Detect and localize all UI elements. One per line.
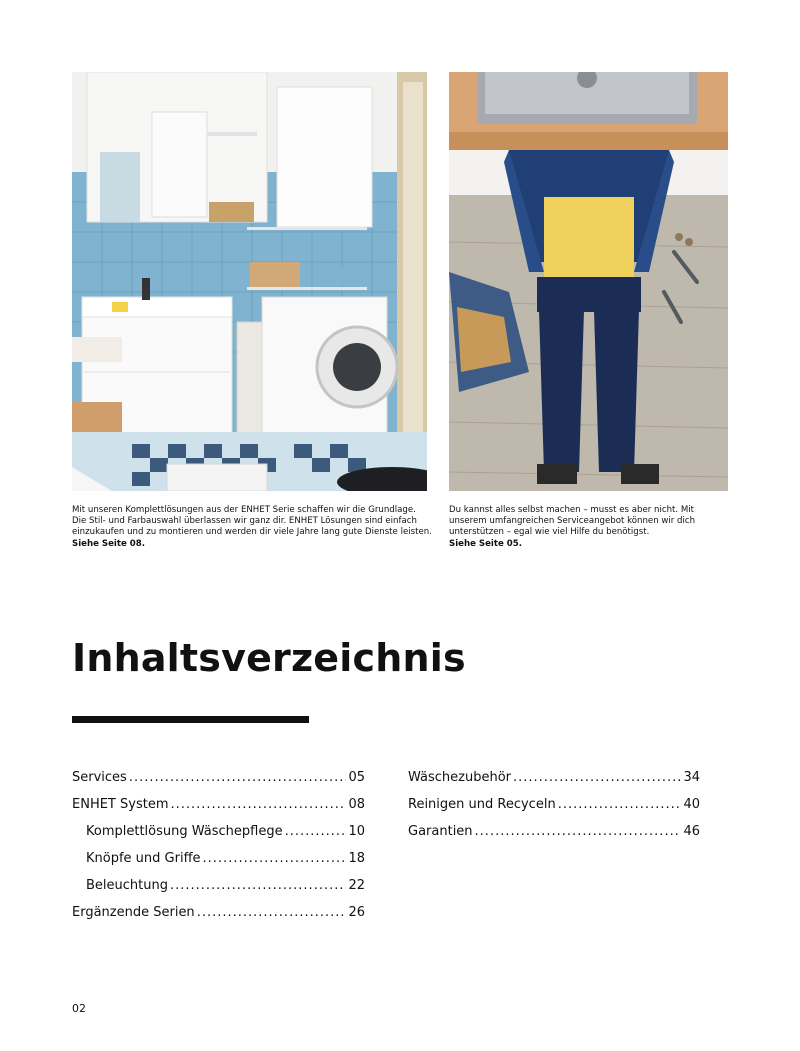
toc-entry[interactable] [72, 770, 365, 797]
toc-leader-dots [285, 824, 347, 839]
toc-leader-dots [203, 851, 347, 866]
toc-entry-page: 46 [683, 824, 700, 839]
toc-leader-dots [129, 770, 347, 785]
caption-left [72, 505, 432, 550]
caption-right [449, 505, 731, 550]
person-under-sink-photo [449, 72, 728, 491]
bathroom-laundry-photo [72, 72, 427, 491]
toc-subentry[interactable] [72, 851, 365, 878]
toc-heading: Inhaltsverzeichnis [72, 636, 466, 680]
toc-entry-label: Knöpfe und Griffe [86, 851, 201, 866]
toc-leader-dots [170, 878, 346, 893]
toc-subentry[interactable] [72, 824, 365, 851]
toc-divider [72, 716, 309, 723]
toc-leader-dots [475, 824, 682, 839]
toc-subentry[interactable] [72, 878, 365, 905]
toc-leader-dots [197, 905, 347, 920]
toc-entry-page: 10 [348, 824, 365, 839]
toc-entry-label: Reinigen und Recyceln [408, 797, 556, 812]
toc-entry-label: Ergänzende Serien [72, 905, 195, 920]
toc-entry[interactable] [408, 797, 700, 824]
toc-entry[interactable] [408, 824, 700, 851]
toc-entry-label: Garantien [408, 824, 473, 839]
toc-entry-label: Beleuchtung [86, 878, 168, 893]
toc-entry-label: Services [72, 770, 127, 785]
toc-entry-page: 22 [348, 878, 365, 893]
toc-column-right [408, 770, 700, 851]
toc-entry[interactable] [72, 905, 365, 932]
toc-entry[interactable] [408, 770, 700, 797]
bathroom-laundry-illustration [72, 72, 427, 491]
toc-entry-label: Wäschezubehör [408, 770, 511, 785]
toc-leader-dots [170, 797, 346, 812]
toc-entry-page: 08 [348, 797, 365, 812]
toc-leader-dots [513, 770, 681, 785]
caption-left-text: Mit unseren Komplettlösungen aus der ENHET Serie schaffen wir die Grundlage. Die Stil- und Farbauswahl überlassen wir ganz dir. ENHET Lösungen sind einfach einzukaufen und zu montieren und werden dir viele Jahre lang gute Dienste leisten. [72, 505, 432, 538]
toc-entry[interactable] [72, 797, 365, 824]
toc-entry-page: 26 [348, 905, 365, 920]
page-number: 02 [72, 1002, 86, 1015]
toc-entry-page: 18 [348, 851, 365, 866]
toc-entry-page: 05 [348, 770, 365, 785]
toc-leader-dots [558, 797, 682, 812]
caption-right-page-ref[interactable]: Siehe Seite 05. [449, 538, 523, 549]
toc-entry-page: 34 [683, 770, 700, 785]
toc-entry-label: Komplettlösung Wäschepflege [86, 824, 283, 839]
caption-right-text: Du kannst alles selbst machen – musst es aber nicht. Mit unserem umfangreichen Serviceangebot können wir dich unterstützen – egal wie viel Hilfe du benötigst. [449, 505, 696, 538]
caption-left-page-ref[interactable]: Siehe Seite 08. [72, 538, 146, 549]
toc-column-left [72, 770, 365, 932]
toc-entry-label: ENHET System [72, 797, 169, 812]
toc-entry-page: 40 [683, 797, 700, 812]
person-under-sink-illustration [449, 72, 728, 491]
